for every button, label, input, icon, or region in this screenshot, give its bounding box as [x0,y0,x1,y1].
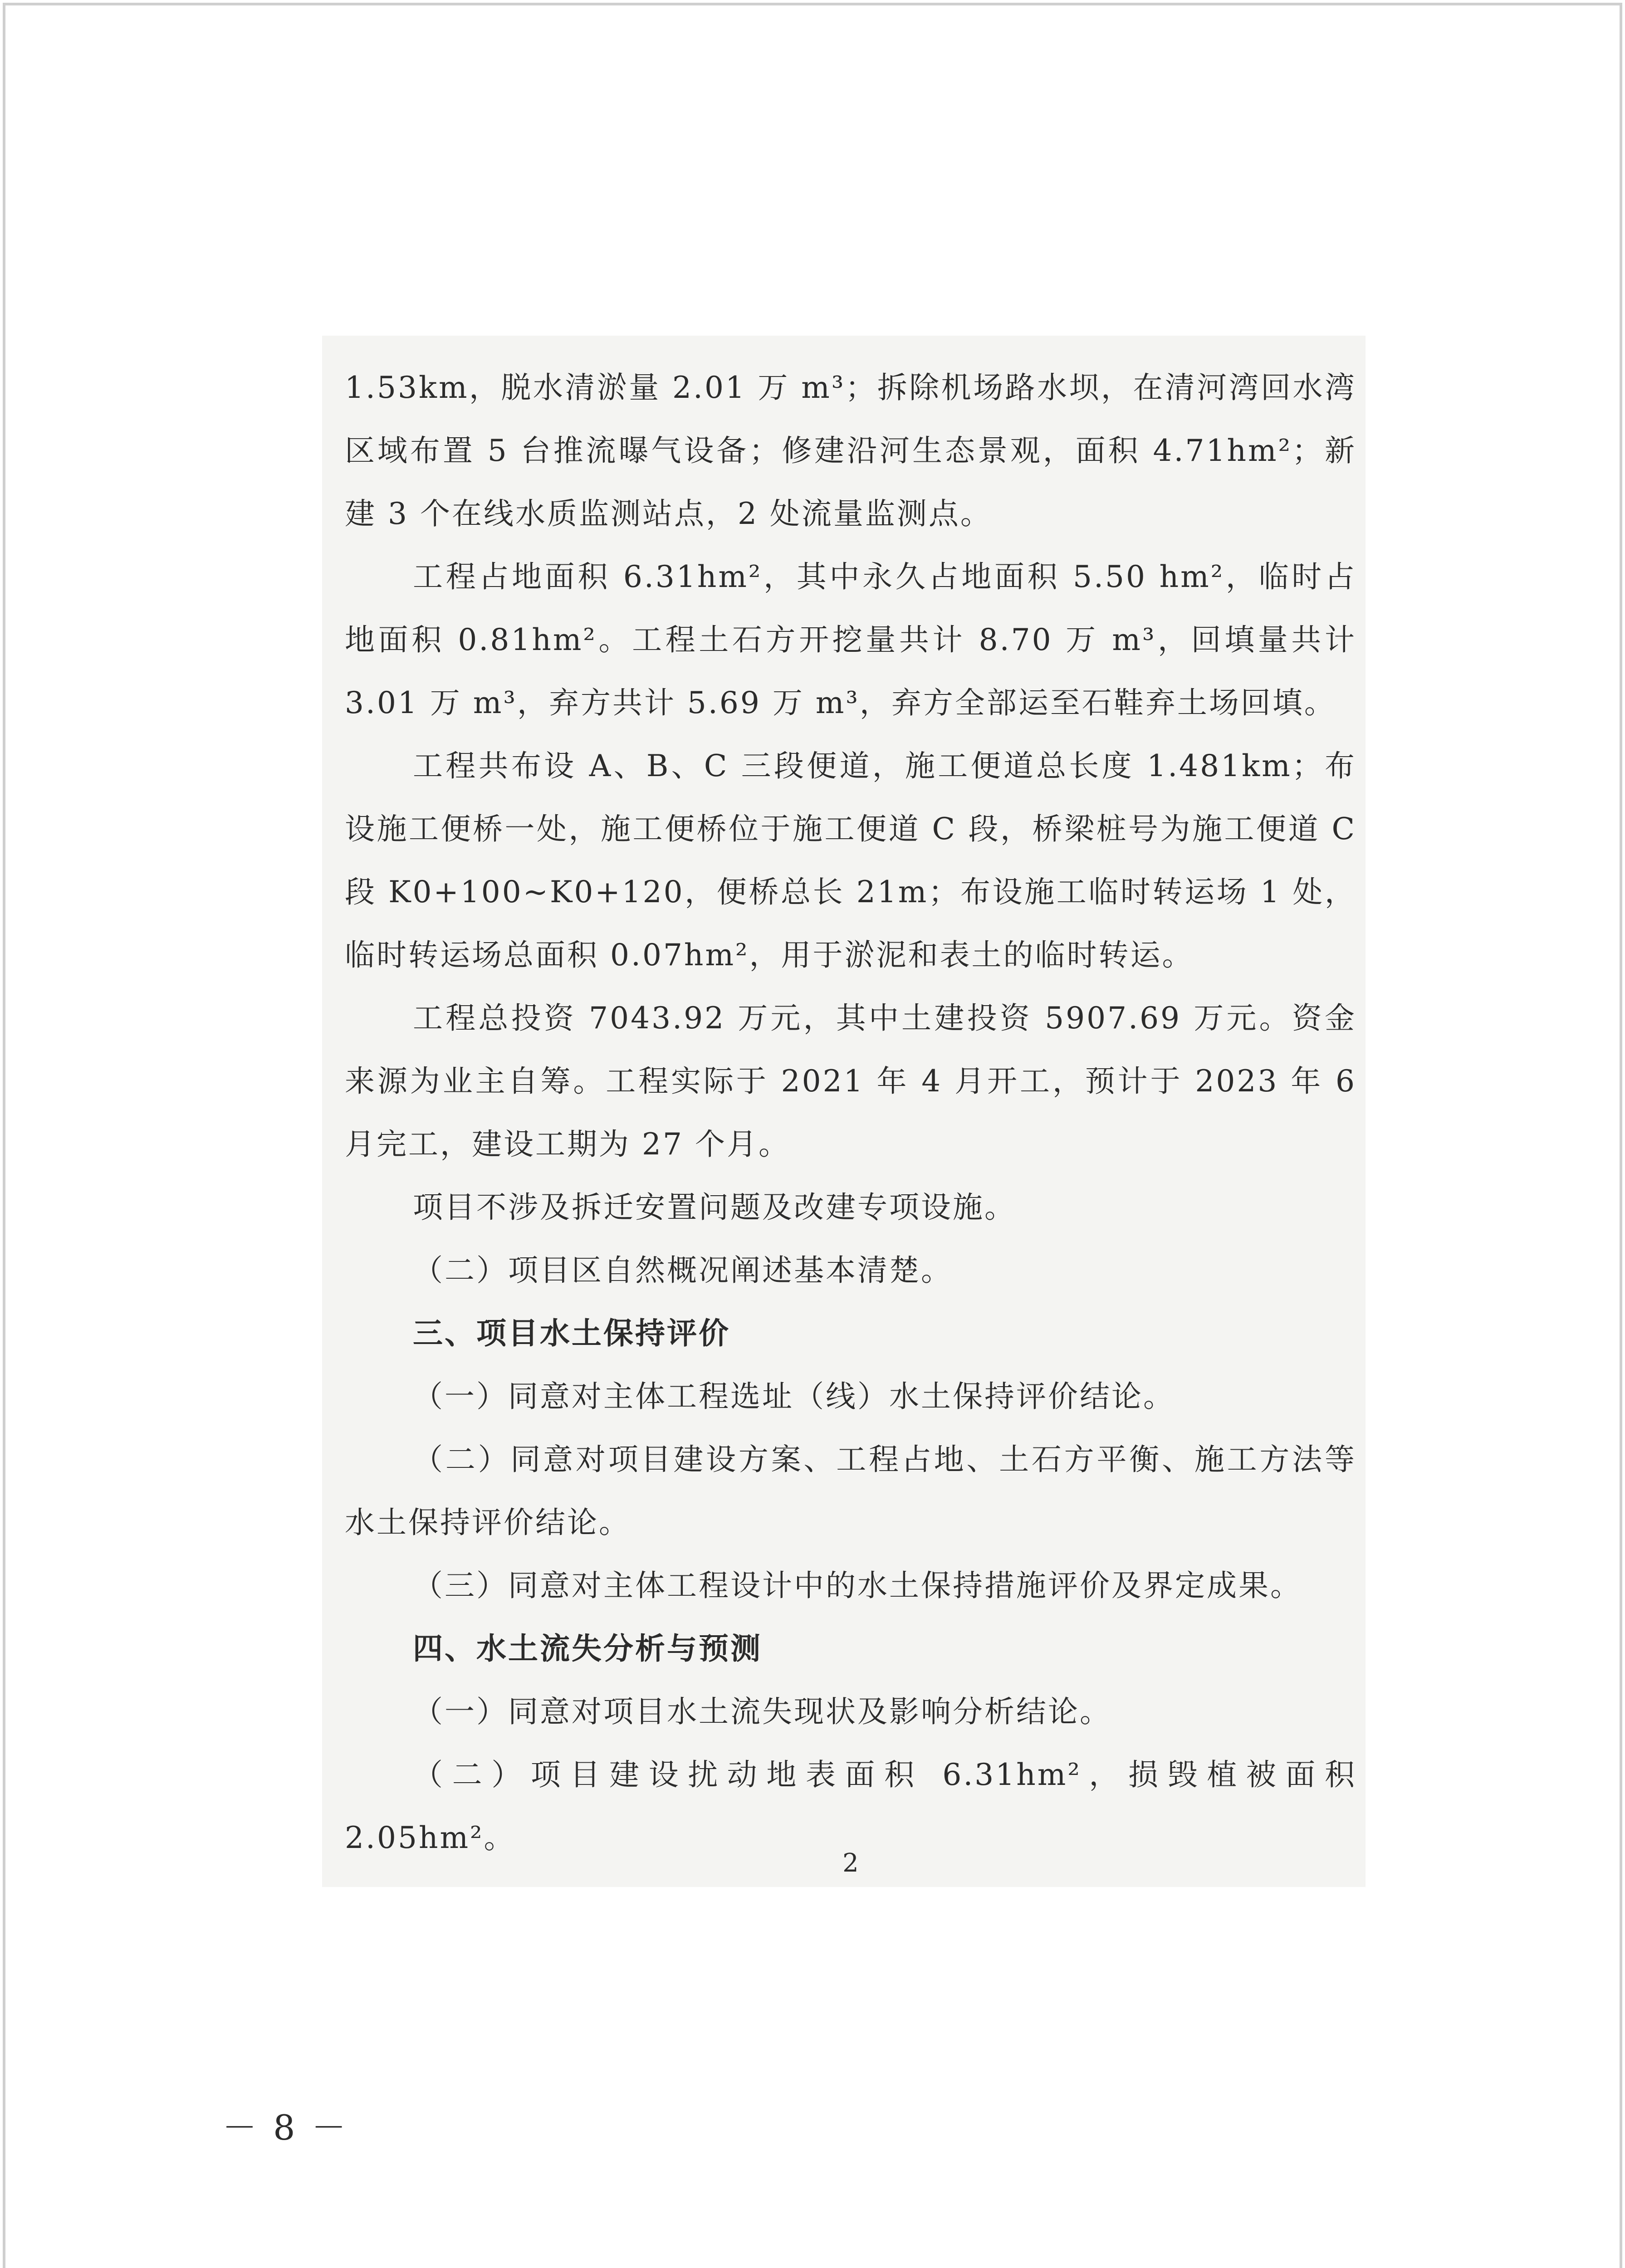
paragraph: （二）同意对项目建设方案、工程占地、土石方平衡、施工方法等水土保持评价结论。 [345,1442,1356,1540]
outer-page-number: － 8 － [222,2107,349,2148]
section-heading: 四、水土流失分析与预测 [413,1631,762,1666]
paragraph: （三）同意对主体工程设计中的水土保持措施评价及界定成果。 [413,1568,1302,1603]
paragraph: （一）同意对项目水土流失现状及影响分析结论。 [413,1694,1111,1729]
paragraph: 工程共布设 A、B、C 三段便道，施工便道总长度 1.481km；布设施工便桥一处，施工便桥位于施工便道 C 段，桥梁桩号为施工便道 C 段 K0+100~K0+120，便桥总长 21m；布设施工临时转运场 1 处，临时转运场总面积 0.07hm²，用于淤泥和表土的临时转运。 [345,748,1356,973]
paragraph: （二）项目区自然概况阐述基本清楚。 [413,1253,953,1288]
paragraph: 1.53km，脱水清淤量 2.01 万 m³；拆除机场路水坝，在清河湾回水湾区域布置 5 台推流曝气设备；修建沿河生态景观，面积 4.71hm²；新建 3 个在线水质监测站点，2 处流量监测点。 [345,370,1356,531]
paragraph: 工程总投资 7043.92 万元，其中土建投资 5907.69 万元。资金来源为业主自筹。工程实际于 2021 年 4 月开工，预计于 2023 年 6 月完工，建设工期为 27 个月。 [345,1001,1356,1162]
inner-page-number: 2 [842,1848,859,1878]
document-body [345,356,1356,1869]
paragraph: （二）项目建设扰动地表面积 6.31hm²，损毁植被面积 2.05hm²。 [345,1757,1356,1855]
paragraph: 项目不涉及拆迁安置问题及改建专项设施。 [413,1190,1016,1225]
paragraph: （一）同意对主体工程选址（线）水土保持评价结论。 [413,1379,1175,1414]
section-heading: 三、项目水土保持评价 [413,1316,730,1351]
paragraph: 工程占地面积 6.31hm²，其中永久占地面积 5.50 hm²，临时占地面积 0.81hm²。工程土石方开挖量共计 8.70 万 m³，回填量共计 3.01 万 m³，弃方共计 5.69 万 m³，弃方全部运至石鞋弃土场回填。 [345,559,1356,720]
